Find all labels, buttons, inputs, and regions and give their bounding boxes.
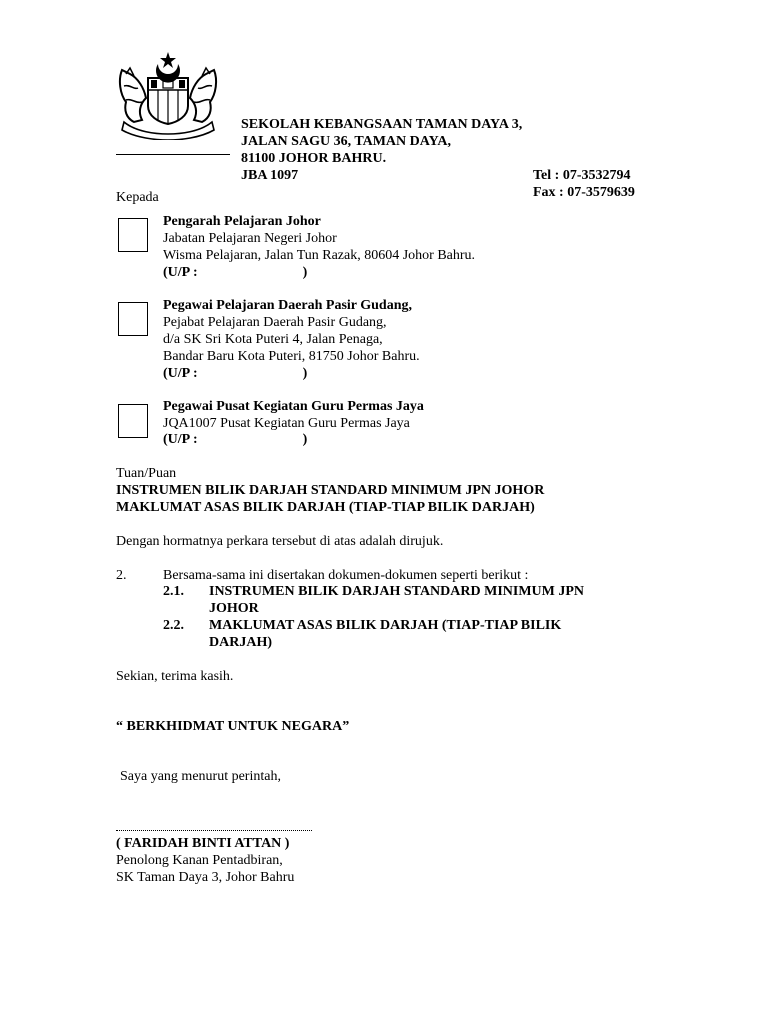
header-tel: Tel : 07-3532794 <box>533 168 631 183</box>
header-school-name: SEKOLAH KEBANGSAAN TAMAN DAYA 3, <box>241 117 523 132</box>
item-text: INSTRUMEN BILIK DARJAH STANDARD MINIMUM JPN <box>209 584 585 599</box>
item-text-continued: DARJAH) <box>209 635 272 650</box>
recipient-title: Pegawai Pelajaran Daerah Pasir Gudang, <box>163 298 413 313</box>
subject-line2: MAKLUMAT ASAS BILIK DARJAH (TIAP-TIAP BILIK DARJAH) <box>116 500 535 515</box>
signature-line <box>116 830 312 831</box>
paragraph-1: Dengan hormatnya perkara tersebut di atas adalah dirujuk. <box>116 534 444 549</box>
recipient-address-line: Jabatan Pelajaran Negeri Johor <box>163 231 337 246</box>
recipient-address-line: JQA1007 Pusat Kegiatan Guru Permas Jaya <box>163 416 410 431</box>
signatory-name: ( FARIDAH BINTI ATTAN ) <box>116 836 290 851</box>
closing: Sekian, terima kasih. <box>116 669 234 684</box>
subject-line1: INSTRUMEN BILIK DARJAH STANDARD MINIMUM JPN JOHOR <box>116 483 545 498</box>
signatory-school: SK Taman Daya 3, Johor Bahru <box>116 870 295 885</box>
motto: “ BERKHIDMAT UNTUK NEGARA” <box>116 719 350 734</box>
header-address-line1: JALAN SAGU 36, TAMAN DAYA, <box>241 134 452 149</box>
item-text-continued: JOHOR <box>209 601 259 616</box>
recipient-up: (U/P : ) <box>163 366 308 381</box>
recipient-checkbox[interactable] <box>118 404 148 438</box>
recipient-address-line: Bandar Baru Kota Puteri, 81750 Johor Bahru. <box>163 349 420 364</box>
item-number: 2.2. <box>163 618 184 633</box>
recipient-up: (U/P : ) <box>163 432 308 447</box>
coat-of-arms-emblem <box>116 50 220 140</box>
kepada-label: Kepada <box>116 190 159 205</box>
recipient-address-line: Pejabat Pelajaran Daerah Pasir Gudang, <box>163 315 387 330</box>
salutation: Tuan/Puan <box>116 466 177 481</box>
header-left-rule <box>116 154 230 155</box>
recipient-up: (U/P : ) <box>163 265 308 280</box>
item-number: 2.1. <box>163 584 184 599</box>
recipient-checkbox[interactable] <box>118 218 148 252</box>
header-fax: Fax : 07-3579639 <box>533 185 635 200</box>
header-school-code: JBA 1097 <box>241 168 299 183</box>
item-text: MAKLUMAT ASAS BILIK DARJAH (TIAP-TIAP BILIK <box>209 618 562 633</box>
recipient-checkbox[interactable] <box>118 302 148 336</box>
recipient-title: Pengarah Pelajaran Johor <box>163 214 321 229</box>
recipient-address-line: d/a SK Sri Kota Puteri 4, Jalan Penaga, <box>163 332 383 347</box>
signoff: Saya yang menurut perintah, <box>120 769 281 784</box>
paragraph-2-number: 2. <box>116 568 127 583</box>
recipient-title: Pegawai Pusat Kegiatan Guru Permas Jaya <box>163 399 424 414</box>
paragraph-2-text: Bersama-sama ini disertakan dokumen-dokumen seperti berikut : <box>163 568 529 583</box>
signatory-position: Penolong Kanan Pentadbiran, <box>116 853 283 868</box>
header-address-line2: 81100 JOHOR BAHRU. <box>241 151 387 166</box>
recipient-address-line: Wisma Pelajaran, Jalan Tun Razak, 80604 Johor Bahru. <box>163 248 476 263</box>
